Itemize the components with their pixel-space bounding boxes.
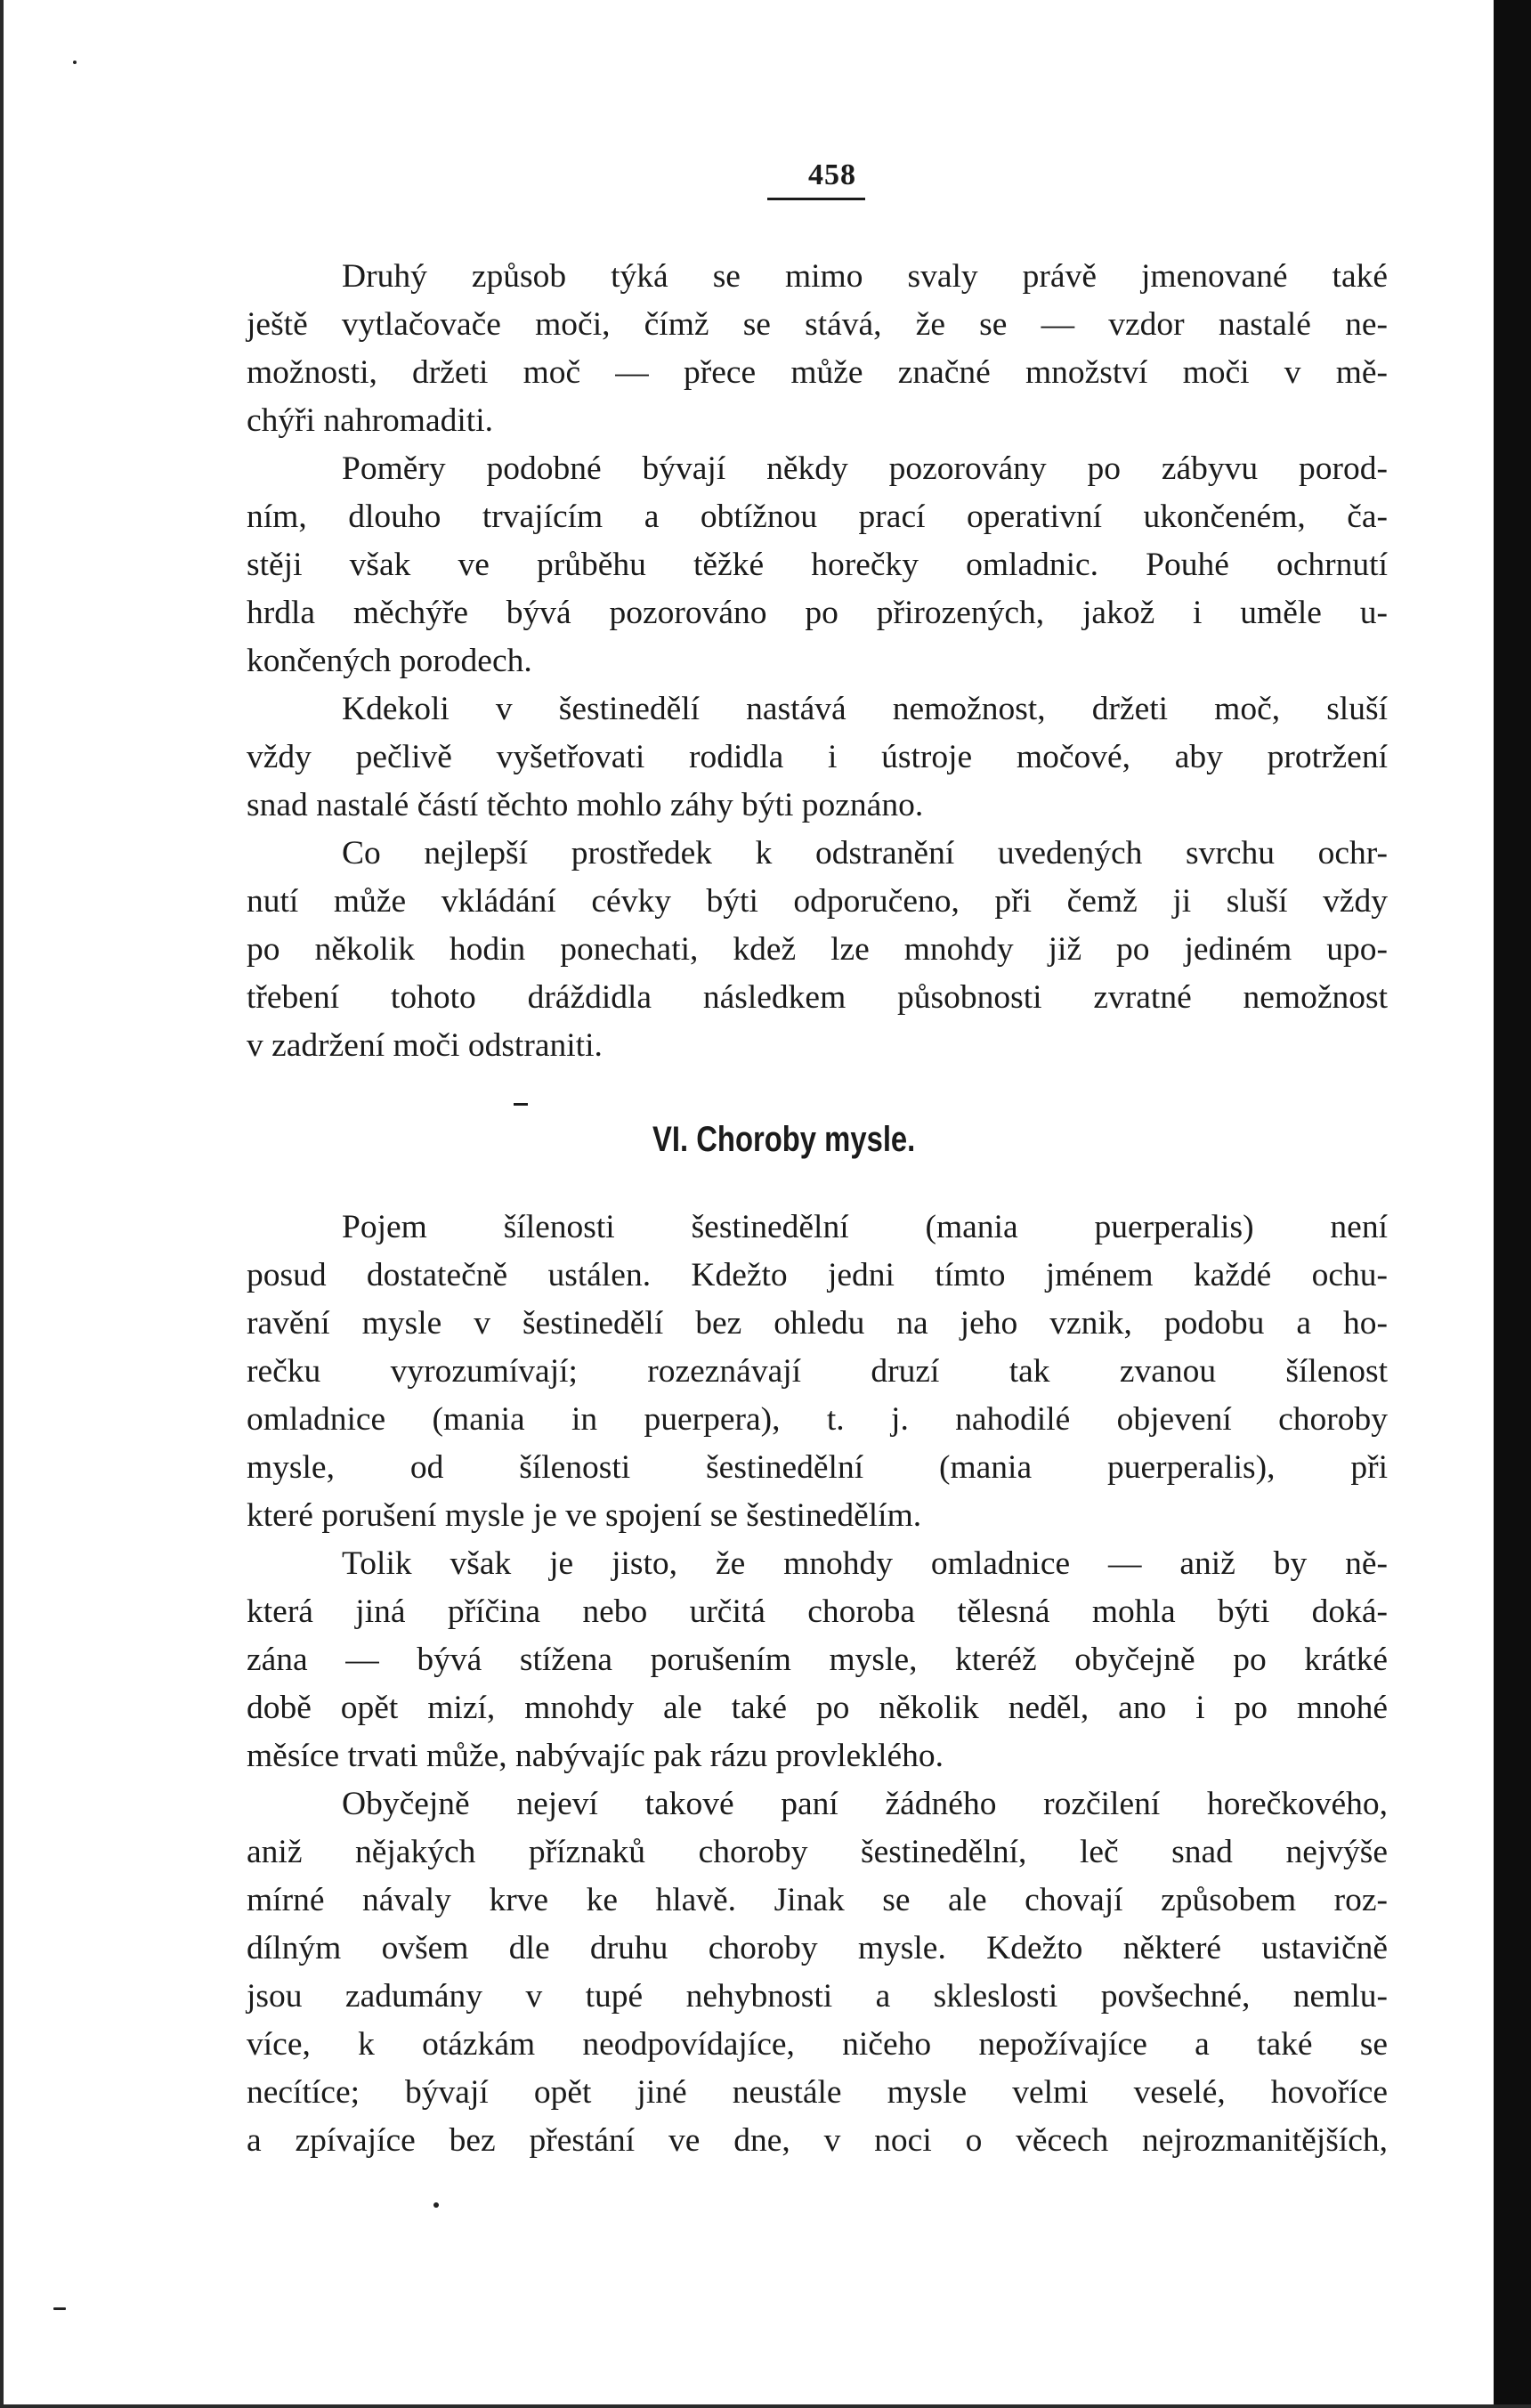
text-line: Poměry podobné bývají někdy pozorovány po zábyvu porod- — [342, 450, 1388, 487]
stray-dash-mark — [514, 1103, 528, 1106]
text-line: po několik hodin ponechati, kdež lze mnohdy již po jediném upo- — [247, 931, 1388, 968]
text-line: aniž nějakých příznaků choroby šestinedělní, leč snad nejvýše — [247, 1834, 1388, 1870]
text-line: Obyčejně nejeví takové paní žádného rozčilení horečkového, — [342, 1786, 1388, 1822]
text-line: nutí může vkládání cévky býti odporučeno, při čemž ji sluší vždy — [247, 883, 1388, 920]
text-line: dílným ovšem dle druhu choroby mysle. Kdežto některé ustavičně — [247, 1930, 1388, 1966]
section-heading: VI. Choroby mysle. — [652, 1120, 916, 1159]
text-line: chýři nahromaditi. — [247, 402, 494, 439]
text-line: necítíce; bývají opět jiné neustále mysle velmi veselé, hovoříce — [247, 2074, 1388, 2111]
section-1-text — [247, 253, 1388, 1070]
text-line: Tolik však je jisto, že mnohdy omladnice — aniž by ně- — [342, 1545, 1388, 1582]
text-line: Co nejlepší prostředek k odstranění uvedených svrchu ochr- — [342, 835, 1388, 872]
ink-speck — [433, 2202, 439, 2208]
section-2-text — [247, 1204, 1388, 2165]
text-line: třebení tohoto dráždidla následkem působnosti zvratné nemožnost — [247, 979, 1388, 1016]
text-line: více, k otázkám neodpovídajíce, ničeho nepožívajíce a také se — [247, 2026, 1388, 2063]
page-number: 458 — [808, 158, 856, 191]
ink-speck — [73, 61, 77, 64]
text-line: zána — bývá stížena porušením mysle, kteréž obyčejně po krátké — [247, 1642, 1388, 1678]
scan-edge-bottom — [0, 2404, 1531, 2408]
text-line: měsíce trvati může, nabývajíc pak rázu provleklého. — [247, 1738, 944, 1774]
page-number-underline — [767, 198, 865, 200]
text-line: která jiná příčina nebo určitá choroba tělesná mohla býti doká- — [247, 1593, 1388, 1630]
text-line: vždy pečlivě vyšetřovati rodidla i ústroje močové, aby protržení — [247, 739, 1388, 775]
text-line: Kdekoli v šestinedělí nastává nemožnost, držeti moč, sluší — [342, 691, 1388, 727]
text-line: posud dostatečně ustálen. Kdežto jedni tímto jménem každé ochu- — [247, 1257, 1388, 1293]
text-line: v zadržení moči odstraniti. — [247, 1027, 603, 1064]
text-line: snad nastalé částí těchto mohlo záhy býti poznáno. — [247, 787, 924, 823]
text-line: omladnice (mania in puerpera), t. j. nahodilé objevení choroby — [247, 1401, 1388, 1438]
text-line: Druhý způsob týká se mimo svaly právě jmenované také — [342, 258, 1388, 295]
text-line: mysle, od šílenosti šestinedělní (mania puerperalis), při — [247, 1449, 1388, 1486]
text-line: které porušení mysle je ve spojení se šestinedělím. — [247, 1497, 922, 1534]
text-line: končených porodech. — [247, 643, 532, 679]
text-line: ravění mysle v šestinedělí bez ohledu na jeho vznik, podobu a ho- — [247, 1305, 1388, 1342]
text-line: jsou zadumány v tupé nehybnosti a skleslosti povšechné, nemlu- — [247, 1978, 1388, 2015]
text-line: rečku vyrozumívají; rozeznávají druzí tak zvanou šílenost — [247, 1353, 1388, 1390]
ink-speck — [53, 2307, 66, 2310]
scan-edge-left — [0, 0, 4, 2408]
text-line: stěji však ve průběhu těžké horečky omladnic. Pouhé ochrnutí — [247, 547, 1388, 583]
text-line: Pojem šílenosti šestinedělní (mania puerperalis) není — [342, 1209, 1388, 1245]
text-line: mírné návaly krve ke hlavě. Jinak se ale chovají způsobem roz- — [247, 1882, 1388, 1918]
text-line: době opět mizí, mnohdy ale také po několik neděl, ano i po mnohé — [247, 1690, 1388, 1726]
text-line: možnosti, držeti moč — přece může značné množství moči v mě- — [247, 354, 1388, 391]
text-line: hrdla měchýře bývá pozorováno po přirozených, jakož i uměle u- — [247, 595, 1388, 631]
text-line: a zpívajíce bez přestání ve dne, v noci o věcech nejrozmanitějších, — [247, 2122, 1388, 2159]
text-line: ještě vytlačovače moči, čímž se stává, že se — vzdor nastalé ne- — [247, 306, 1388, 343]
scan-edge-right — [1494, 0, 1531, 2408]
text-line: ním, dlouho trvajícím a obtížnou prací operativní ukončeném, ča- — [247, 499, 1388, 535]
